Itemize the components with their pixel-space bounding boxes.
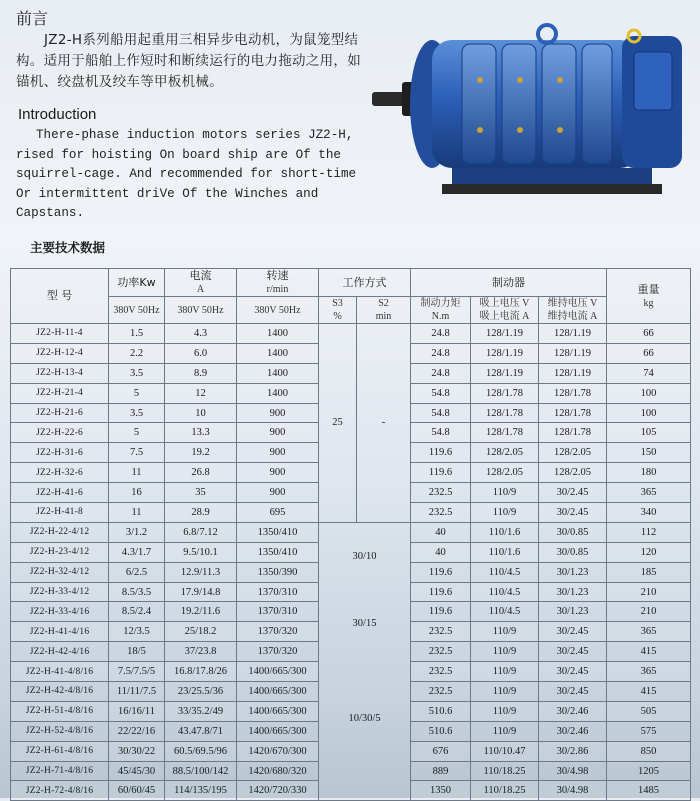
cell-torque: 1350 — [411, 781, 471, 801]
cell-hold: 128/1.19 — [539, 363, 607, 383]
cell-pull: 128/1.78 — [471, 383, 539, 403]
cell-pull: 110/9 — [471, 721, 539, 741]
cell-power: 16 — [109, 483, 165, 503]
cell-speed: 900 — [237, 463, 319, 483]
cell-weight: 365 — [607, 483, 691, 503]
cell-hold: 30/2.86 — [539, 741, 607, 761]
cell-model: JZ2-H-33-4/12 — [11, 582, 109, 602]
cell-current: 26.8 — [165, 463, 237, 483]
cell-weight: 340 — [607, 503, 691, 523]
cell-torque: 119.6 — [411, 602, 471, 622]
cell-hold: 30/2.45 — [539, 642, 607, 662]
cell-current: 19.2 — [165, 443, 237, 463]
cell-current: 6.8/7.12 — [165, 522, 237, 542]
cell-weight: 180 — [607, 463, 691, 483]
cell-speed: 1420/670/300 — [237, 741, 319, 761]
header-s2: S2 min — [357, 297, 411, 324]
cell-torque: 232.5 — [411, 483, 471, 503]
cell-power: 3.5 — [109, 403, 165, 423]
cell-torque: 24.8 — [411, 324, 471, 344]
cell-current: 43.47.8/71 — [165, 721, 237, 741]
cell-speed: 900 — [237, 483, 319, 503]
cell-pull: 110/9 — [471, 701, 539, 721]
header-mode: 工作方式 — [319, 269, 411, 297]
header-speed: 转速 r/min — [237, 269, 319, 297]
cell-pull: 128/1.19 — [471, 324, 539, 344]
cell-current: 28.9 — [165, 503, 237, 523]
cell-s2-group: - — [357, 324, 411, 523]
cell-weight: 100 — [607, 383, 691, 403]
header-torque: 制动力矩 N.m — [411, 297, 471, 324]
header-current: 电流 A — [165, 269, 237, 297]
cell-power: 18/5 — [109, 642, 165, 662]
cell-power: 7.5/7.5/5 — [109, 662, 165, 682]
cell-torque: 119.6 — [411, 463, 471, 483]
cell-power: 5 — [109, 423, 165, 443]
cell-weight: 415 — [607, 682, 691, 702]
header-model: 型 号 — [11, 269, 109, 324]
cell-current: 13.3 — [165, 423, 237, 443]
cell-hold: 30/1.23 — [539, 602, 607, 622]
cell-model: JZ2-H-22-6 — [11, 423, 109, 443]
cell-speed: 900 — [237, 423, 319, 443]
cell-torque: 40 — [411, 542, 471, 562]
cell-hold: 128/1.78 — [539, 423, 607, 443]
cell-torque: 54.8 — [411, 403, 471, 423]
cell-speed: 1400/665/300 — [237, 682, 319, 702]
cell-model: JZ2-H-71-4/8/16 — [11, 761, 109, 781]
cell-model: JZ2-H-21-4 — [11, 383, 109, 403]
cell-hold: 128/2.05 — [539, 463, 607, 483]
cell-power: 1.5 — [109, 324, 165, 344]
cell-power: 60/60/45 — [109, 781, 165, 801]
cell-pull: 110/9 — [471, 503, 539, 523]
cell-mode-group — [319, 522, 411, 800]
cell-current: 33/35.2/49 — [165, 701, 237, 721]
cell-pull: 110/4.5 — [471, 582, 539, 602]
cell-power: 8.5/2.4 — [109, 602, 165, 622]
cell-model: JZ2-H-41-6 — [11, 483, 109, 503]
cell-current: 9.5/10.1 — [165, 542, 237, 562]
cell-speed: 695 — [237, 503, 319, 523]
cell-model: JZ2-H-11-4 — [11, 324, 109, 344]
mode-30-15: 30/15 — [352, 617, 377, 629]
cell-hold: 30/4.98 — [539, 781, 607, 801]
cell-current: 4.3 — [165, 324, 237, 344]
cell-pull: 110/9 — [471, 483, 539, 503]
cell-torque: 54.8 — [411, 423, 471, 443]
cell-current: 6.0 — [165, 343, 237, 363]
cell-weight: 105 — [607, 423, 691, 443]
cell-weight: 150 — [607, 443, 691, 463]
cell-pull: 128/2.05 — [471, 463, 539, 483]
cell-pull: 128/1.78 — [471, 403, 539, 423]
cell-model: JZ2-H-42-4/8/16 — [11, 682, 109, 702]
cell-power: 12/3.5 — [109, 622, 165, 642]
cell-speed: 1420/680/320 — [237, 761, 319, 781]
cell-power: 11/11/7.5 — [109, 682, 165, 702]
cell-hold: 30/1.23 — [539, 582, 607, 602]
cell-torque: 676 — [411, 741, 471, 761]
intro-heading-cn: 前言 — [16, 9, 49, 28]
cell-torque: 232.5 — [411, 682, 471, 702]
cell-pull: 110/10.47 — [471, 741, 539, 761]
cell-model: JZ2-H-13-4 — [11, 363, 109, 383]
cell-speed: 1370/320 — [237, 642, 319, 662]
cell-model: JZ2-H-72-4/8/16 — [11, 781, 109, 801]
motor-photo — [372, 22, 692, 200]
intro-heading-en: Introduction — [18, 106, 97, 123]
cell-model: JZ2-H-23-4/12 — [11, 542, 109, 562]
cell-weight: 850 — [607, 741, 691, 761]
cell-hold: 30/4.98 — [539, 761, 607, 781]
cell-weight: 415 — [607, 642, 691, 662]
cell-weight: 120 — [607, 542, 691, 562]
cell-pull: 110/1.6 — [471, 522, 539, 542]
cell-speed: 1350/410 — [237, 522, 319, 542]
cell-current: 10 — [165, 403, 237, 423]
header-pull: 吸上电压 V 吸上电流 A — [471, 297, 539, 324]
intro-text-en: There-phase induction motors series JZ2-H, rised for hoisting On board ship are Of the squirrel-cage. And recommended for short-time Or intermittent driVe Of the Winches and Capstans. — [16, 128, 357, 220]
cell-speed: 1400/665/300 — [237, 721, 319, 741]
cell-model: JZ2-H-42-4/16 — [11, 642, 109, 662]
cell-model: JZ2-H-51-4/8/16 — [11, 701, 109, 721]
cell-pull: 110/4.5 — [471, 602, 539, 622]
cell-torque: 889 — [411, 761, 471, 781]
cell-power: 4.3/1.7 — [109, 542, 165, 562]
cell-speed: 1370/320 — [237, 622, 319, 642]
spec-table-title: 主要技术数据 — [30, 240, 106, 255]
header-power: 功率Kw — [109, 269, 165, 297]
cell-model: JZ2-H-33-4/16 — [11, 602, 109, 622]
intro-text-cn: JZ2-H系列船用起重用三相异步电动机，为鼠笼型结构。适用于船舶上作短时和断续运行的电力拖动之用，如锚机、绞盘机及绞车等甲板机械。 — [16, 32, 361, 90]
cell-weight: 365 — [607, 662, 691, 682]
cell-pull: 110/1.6 — [471, 542, 539, 562]
spec-table-body — [11, 324, 691, 801]
header-speed-sub: 380V 50Hz — [237, 297, 319, 324]
cell-speed: 1400 — [237, 383, 319, 403]
cell-hold: 30/2.46 — [539, 701, 607, 721]
cell-hold: 30/1.23 — [539, 562, 607, 582]
cell-hold: 30/2.45 — [539, 503, 607, 523]
cell-power: 8.5/3.5 — [109, 582, 165, 602]
cell-model: JZ2-H-31-6 — [11, 443, 109, 463]
header-weight: 重量 kg — [607, 269, 691, 324]
cell-hold: 30/2.45 — [539, 483, 607, 503]
cell-speed: 900 — [237, 403, 319, 423]
cell-speed: 1350/390 — [237, 562, 319, 582]
spec-table — [10, 268, 691, 801]
cell-speed: 1400/665/300 — [237, 701, 319, 721]
cell-hold: 30/0.85 — [539, 522, 607, 542]
cell-model: JZ2-H-12-4 — [11, 343, 109, 363]
cell-pull: 110/4.5 — [471, 562, 539, 582]
cell-weight: 365 — [607, 622, 691, 642]
cell-current: 37/23.8 — [165, 642, 237, 662]
cell-weight: 210 — [607, 582, 691, 602]
header-current-sub: 380V 50Hz — [165, 297, 237, 324]
cell-speed: 1400 — [237, 343, 319, 363]
header-s3: S3 % — [319, 297, 357, 324]
cell-model: JZ2-H-41-4/16 — [11, 622, 109, 642]
cell-current: 23/25.5/36 — [165, 682, 237, 702]
cell-pull: 110/18.25 — [471, 781, 539, 801]
cell-current: 8.9 — [165, 363, 237, 383]
cell-pull: 110/9 — [471, 682, 539, 702]
cell-pull: 110/9 — [471, 662, 539, 682]
cell-power: 11 — [109, 503, 165, 523]
cell-torque: 510.6 — [411, 701, 471, 721]
cell-power: 5 — [109, 383, 165, 403]
cell-torque: 232.5 — [411, 642, 471, 662]
cell-model: JZ2-H-21-6 — [11, 403, 109, 423]
table-row — [11, 522, 691, 542]
cell-speed: 1350/410 — [237, 542, 319, 562]
cell-speed: 1400 — [237, 363, 319, 383]
cell-power: 11 — [109, 463, 165, 483]
cell-hold: 30/2.45 — [539, 682, 607, 702]
cell-pull: 128/1.19 — [471, 363, 539, 383]
cell-speed: 1370/310 — [237, 582, 319, 602]
cell-model: JZ2-H-52-4/8/16 — [11, 721, 109, 741]
cell-torque: 232.5 — [411, 503, 471, 523]
cell-pull: 128/1.78 — [471, 423, 539, 443]
cell-power: 2.2 — [109, 343, 165, 363]
cell-weight: 1205 — [607, 761, 691, 781]
cell-torque: 24.8 — [411, 343, 471, 363]
cell-weight: 1485 — [607, 781, 691, 801]
cell-power: 3/1.2 — [109, 522, 165, 542]
cell-torque: 54.8 — [411, 383, 471, 403]
cell-hold: 128/1.78 — [539, 383, 607, 403]
cell-s3-group: 25 — [319, 324, 357, 523]
cell-model: JZ2-H-61-4/8/16 — [11, 741, 109, 761]
mode-10-30-5: 10/30/5 — [348, 712, 381, 724]
cell-power: 45/45/30 — [109, 761, 165, 781]
cell-torque: 510.6 — [411, 721, 471, 741]
cell-hold: 30/0.85 — [539, 542, 607, 562]
cell-torque: 119.6 — [411, 562, 471, 582]
cell-weight: 66 — [607, 343, 691, 363]
mode-30-10: 30/10 — [352, 550, 377, 562]
cell-pull: 110/9 — [471, 642, 539, 662]
cell-torque: 24.8 — [411, 363, 471, 383]
cell-current: 19.2/11.6 — [165, 602, 237, 622]
cell-torque: 232.5 — [411, 662, 471, 682]
cell-weight: 505 — [607, 701, 691, 721]
cell-speed: 1400 — [237, 324, 319, 344]
cell-hold: 128/2.05 — [539, 443, 607, 463]
cell-power: 22/22/16 — [109, 721, 165, 741]
cell-model: JZ2-H-32-4/12 — [11, 562, 109, 582]
cell-speed: 1370/310 — [237, 602, 319, 622]
cell-power: 3.5 — [109, 363, 165, 383]
cell-power: 30/30/22 — [109, 741, 165, 761]
cell-current: 88.5/100/142 — [165, 761, 237, 781]
cell-weight: 575 — [607, 721, 691, 741]
cell-hold: 30/2.46 — [539, 721, 607, 741]
cell-weight: 210 — [607, 602, 691, 622]
table-row — [11, 324, 691, 344]
cell-power: 7.5 — [109, 443, 165, 463]
cell-pull: 110/9 — [471, 622, 539, 642]
cell-power: 6/2.5 — [109, 562, 165, 582]
cell-current: 17.9/14.8 — [165, 582, 237, 602]
cell-hold: 30/2.45 — [539, 662, 607, 682]
cell-weight: 100 — [607, 403, 691, 423]
cell-model: JZ2-H-22-4/12 — [11, 522, 109, 542]
cell-model: JZ2-H-41-8 — [11, 503, 109, 523]
cell-weight: 112 — [607, 522, 691, 542]
cell-model: JZ2-H-41-4/8/16 — [11, 662, 109, 682]
cell-torque: 119.6 — [411, 443, 471, 463]
cell-current: 114/135/195 — [165, 781, 237, 801]
cell-current: 35 — [165, 483, 237, 503]
cell-weight: 66 — [607, 324, 691, 344]
cell-speed: 1420/720/330 — [237, 781, 319, 801]
header-hold: 维持电压 V 维持电流 A — [539, 297, 607, 324]
header-brake: 制动器 — [411, 269, 607, 297]
cell-current: 12.9/11.3 — [165, 562, 237, 582]
cell-model: JZ2-H-32-6 — [11, 463, 109, 483]
cell-hold: 128/1.78 — [539, 403, 607, 423]
cell-weight: 74 — [607, 363, 691, 383]
cell-current: 12 — [165, 383, 237, 403]
cell-hold: 128/1.19 — [539, 343, 607, 363]
cell-pull: 110/18.25 — [471, 761, 539, 781]
cell-pull: 128/2.05 — [471, 443, 539, 463]
cell-current: 25/18.2 — [165, 622, 237, 642]
cell-hold: 128/1.19 — [539, 324, 607, 344]
cell-torque: 232.5 — [411, 622, 471, 642]
cell-current: 60.5/69.5/96 — [165, 741, 237, 761]
cell-hold: 30/2.45 — [539, 622, 607, 642]
cell-weight: 185 — [607, 562, 691, 582]
header-power-sub: 380V 50Hz — [109, 297, 165, 324]
cell-pull: 128/1.19 — [471, 343, 539, 363]
cell-torque: 40 — [411, 522, 471, 542]
cell-torque: 119.6 — [411, 582, 471, 602]
cell-speed: 1400/665/300 — [237, 662, 319, 682]
cell-current: 16.8/17.8/26 — [165, 662, 237, 682]
cell-power: 16/16/11 — [109, 701, 165, 721]
cell-speed: 900 — [237, 443, 319, 463]
